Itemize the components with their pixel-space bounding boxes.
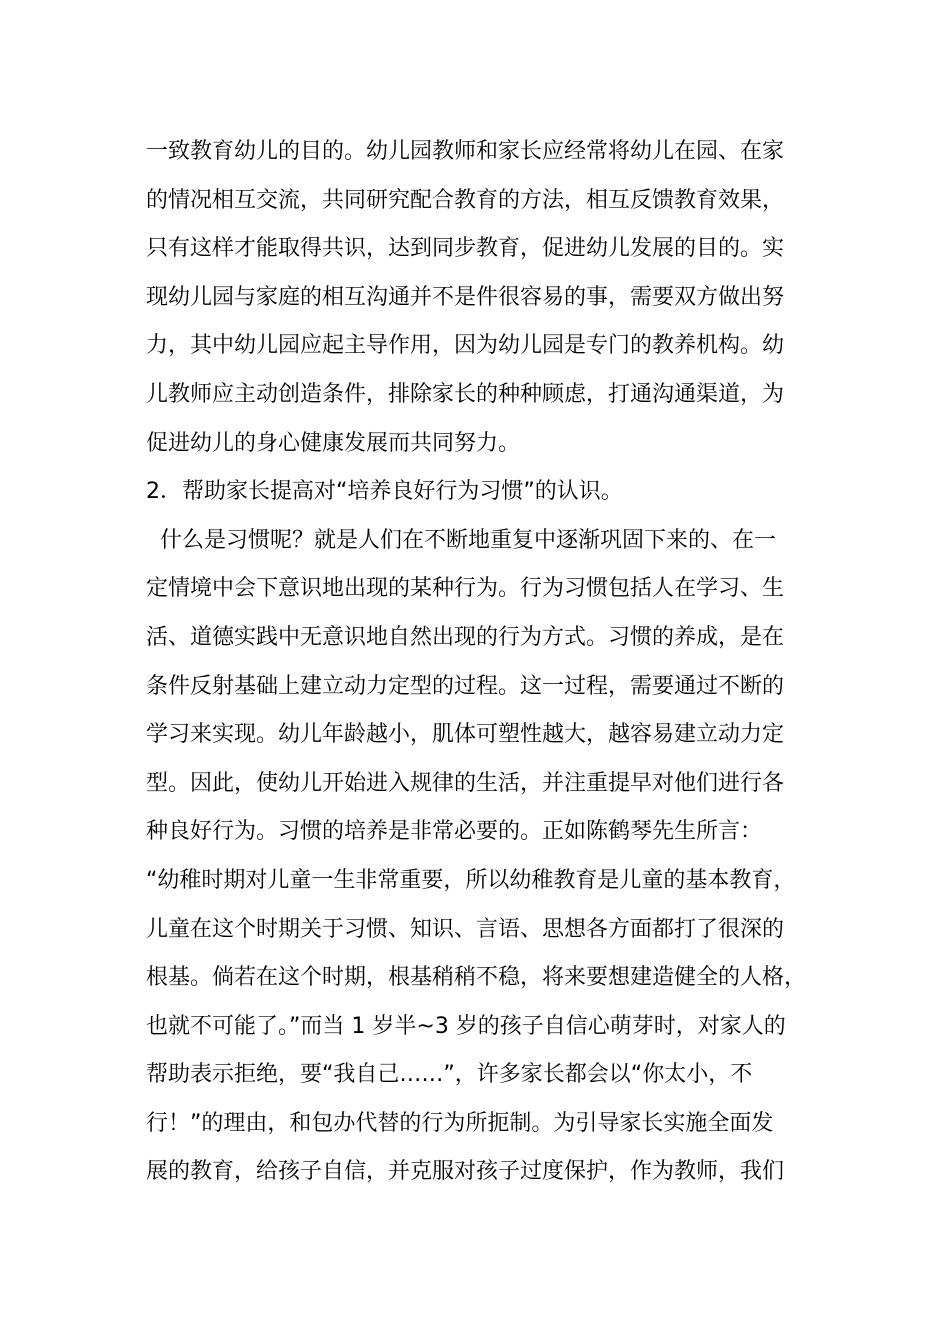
text-line: 帮助表示拒绝，要“我自己……”，许多家长都会以“你太小，不: [146, 1062, 753, 1088]
text-line: 活、道德实践中无意识地自然出现的行为方式。习惯的养成，是在: [146, 624, 785, 650]
text-line: 的情况相互交流，共同研究配合教育的方法，相互反馈教育效果，: [146, 187, 785, 213]
section-heading: 2．帮助家长提高对“培养良好行为习惯”的认识。: [146, 479, 623, 505]
text-line: 学习来实现。幼儿年龄越小，肌体可塑性越大，越容易建立动力定: [146, 722, 785, 748]
text-line: 儿教师应主动创造条件，排除家长的种种顾虑，打通沟通渠道，为: [146, 381, 785, 407]
text-line: 型。因此，使幼儿开始进入规律的生活，并注重提早对他们进行各: [146, 770, 785, 796]
text-line: 条件反射基础上建立动力定型的过程。这一过程，需要通过不断的: [146, 673, 785, 699]
text-line: 只有这样才能取得共识，达到同步教育，促进幼儿发展的目的。实: [146, 236, 785, 262]
text-line: 力，其中幼儿园应起主导作用，因为幼儿园是专门的教养机构。幼: [146, 333, 785, 359]
text-line: 根基。倘若在这个时期，根基稍稍不稳，将来要想建造健全的人格，: [146, 965, 807, 991]
text-line: 什么是习惯呢？就是人们在不断地重复中逐渐巩固下来的、在一: [146, 527, 776, 553]
text-line: 现幼儿园与家庭的相互沟通并不是件很容易的事，需要双方做出努: [146, 284, 785, 310]
text-line: “幼稚时期对儿童一生非常重要，所以幼稚教育是儿童的基本教育，: [146, 867, 796, 893]
text-line: 展的教育，给孩子自信，并克服对孩子过度保护，作为教师，我们: [146, 1159, 785, 1185]
text-line: 定情境中会下意识地出现的某种行为。行为习惯包括人在学习、生: [146, 576, 785, 602]
body-text: [146, 128, 826, 1197]
text-line: 种良好行为。习惯的培养是非常必要的。正如陈鹤琴先生所言：: [146, 819, 763, 845]
text-line: 儿童在这个时期关于习惯、知识、言语、思想各方面都打了很深的: [146, 916, 785, 942]
text-line: 一致教育幼儿的目的。幼儿园教师和家长应经常将幼儿在园、在家: [146, 139, 785, 164]
text-line: 行！”的理由，和包办代替的行为所扼制。为引导家长实施全面发: [146, 1110, 774, 1136]
text-line: 促进幼儿的身心健康发展而共同努力。: [146, 430, 521, 456]
text-line: 也就不可能了。”而当 1 岁半~3 岁的孩子自信心萌芽时，对家人的: [146, 1013, 786, 1039]
